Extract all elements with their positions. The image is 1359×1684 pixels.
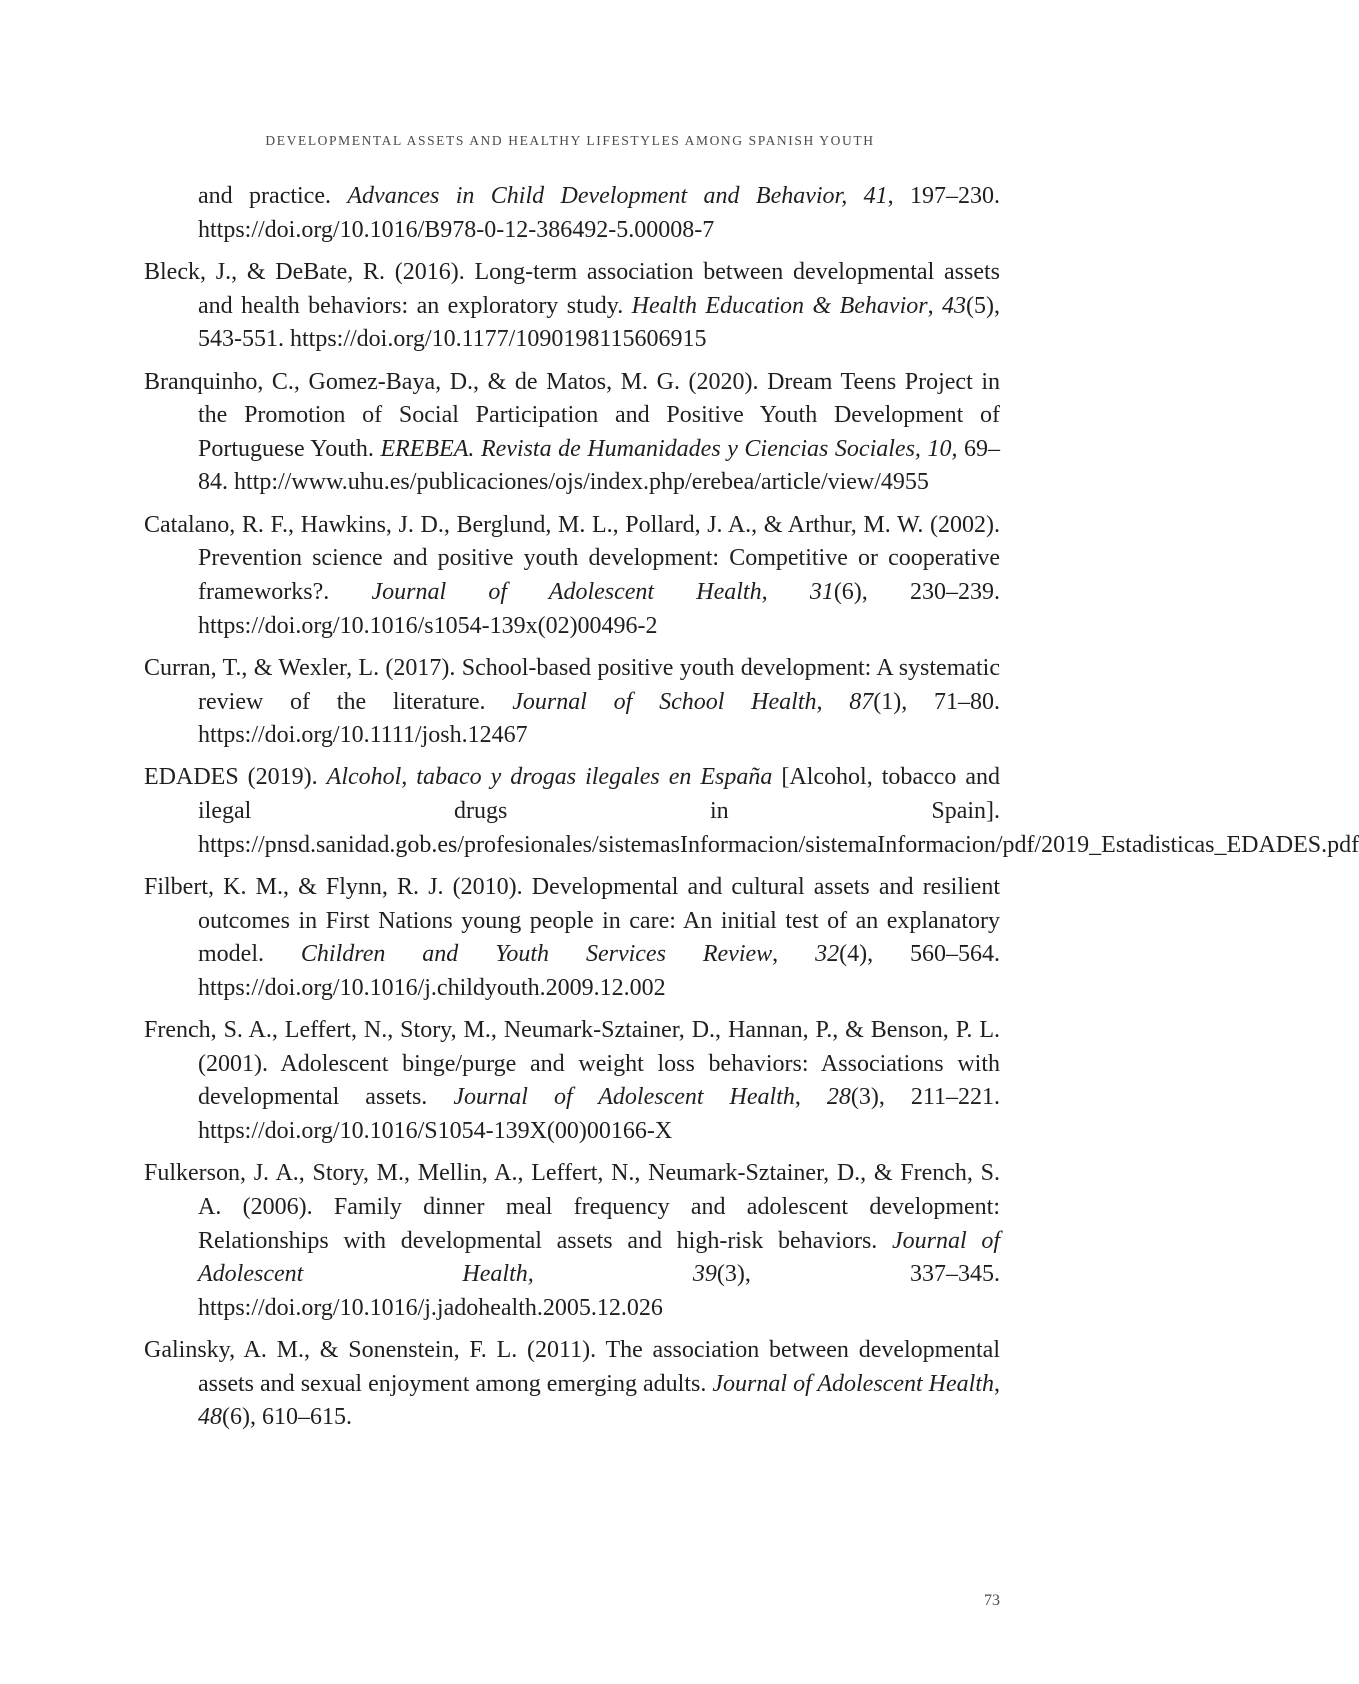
reference-entry: Bleck, J., & DeBate, R. (2016). Long-term association between developmental assets and health behaviors: an exploratory study. Health Education & Behavior, 43(5), 543-551. https://doi.org/10.1177/1090198115606915 bbox=[144, 258, 1001, 353]
reference-entry: Catalano, R. F., Hawkins, J. D., Berglund, M. L., Pollard, J. A., & Arthur, M. W. (2002). Prevention science and positive youth development: Competitive or cooperative frameworks?. Journal of Adolescent Health, 31(6), 230–239. https://doi.org/10.1016/s1054-139x(02)00496-2 bbox=[144, 511, 1000, 639]
running-head: DEVELOPMENTAL ASSETS AND HEALTHY LIFESTYLES AMONG SPANISH YOUTH bbox=[265, 133, 875, 148]
reference-entry: EDADES (2019). Alcohol, tabaco y drogas ilegales en España [Alcohol, tobacco and ilegal drugs in Spain]. https://pnsd.sanidad.gob.es/profesionales/sistemasInformacion/sistemaInformacion/pdf/2019_Estadisticas_EDADES.pdf bbox=[144, 764, 1359, 858]
page-number: 73 bbox=[984, 1592, 1000, 1609]
reference-entry: Curran, T., & Wexler, L. (2017). School-based positive youth development: A systematic review of the literature. Journal of School Health, 87(1), 71–80. https://doi.org/10.1111/josh.12467 bbox=[144, 654, 1001, 749]
reference-entry: and practice. Advances in Child Development and Behavior, 41, 197–230. https://doi.org/10.1016/B978-0-12-386492-5.00008-7 bbox=[198, 183, 1000, 243]
reference-entry: Galinsky, A. M., & Sonenstein, F. L. (2011). The association between developmental assets and sexual enjoyment among emerging adults. Journal of Adolescent Health, 48(6), 610–615. bbox=[144, 1337, 1000, 1431]
reference-entry: French, S. A., Leffert, N., Story, M., Neumark-Sztainer, D., Hannan, P., & Benson, P. L. (2001). Adolescent binge/purge and weight loss behaviors: Associations with developmental assets. Journal of Adolescent Health, 28(3), 211–221. https://doi.org/10.1016/S1054-139X(00)00166-X bbox=[144, 1017, 1000, 1145]
reference-entry: Filbert, K. M., & Flynn, R. J. (2010). Developmental and cultural assets and resilient outcomes in First Nations young people in care: An initial test of an explanatory model. Children and Youth Services Review, 32(4), 560–564. https://doi.org/10.1016/j.childyouth.2009.12.002 bbox=[144, 874, 1001, 1001]
reference-list bbox=[144, 180, 1359, 1444]
reference-entry: Branquinho, C., Gomez-Baya, D., & de Matos, M. G. (2020). Dream Teens Project in the Promotion of Social Participation and Positive Youth Development of Portuguese Youth. EREBEA. Revista de Humanidades y Ciencias Sociales, 10, 69–84. http://www.uhu.es/publicaciones/ojs/index.php/erebea/article/view/4955 bbox=[144, 368, 1001, 496]
reference-entry: Fulkerson, J. A., Story, M., Mellin, A., Leffert, N., Neumark-Sztainer, D., & French, S. A. (2006). Family dinner meal frequency and adolescent development: Relationships with developmental assets and high-risk behaviors. Journal of Adolescent Health, 39(3), 337–345. https://doi.org/10.1016/j.jadohealth.2005.12.026 bbox=[144, 1160, 1000, 1321]
